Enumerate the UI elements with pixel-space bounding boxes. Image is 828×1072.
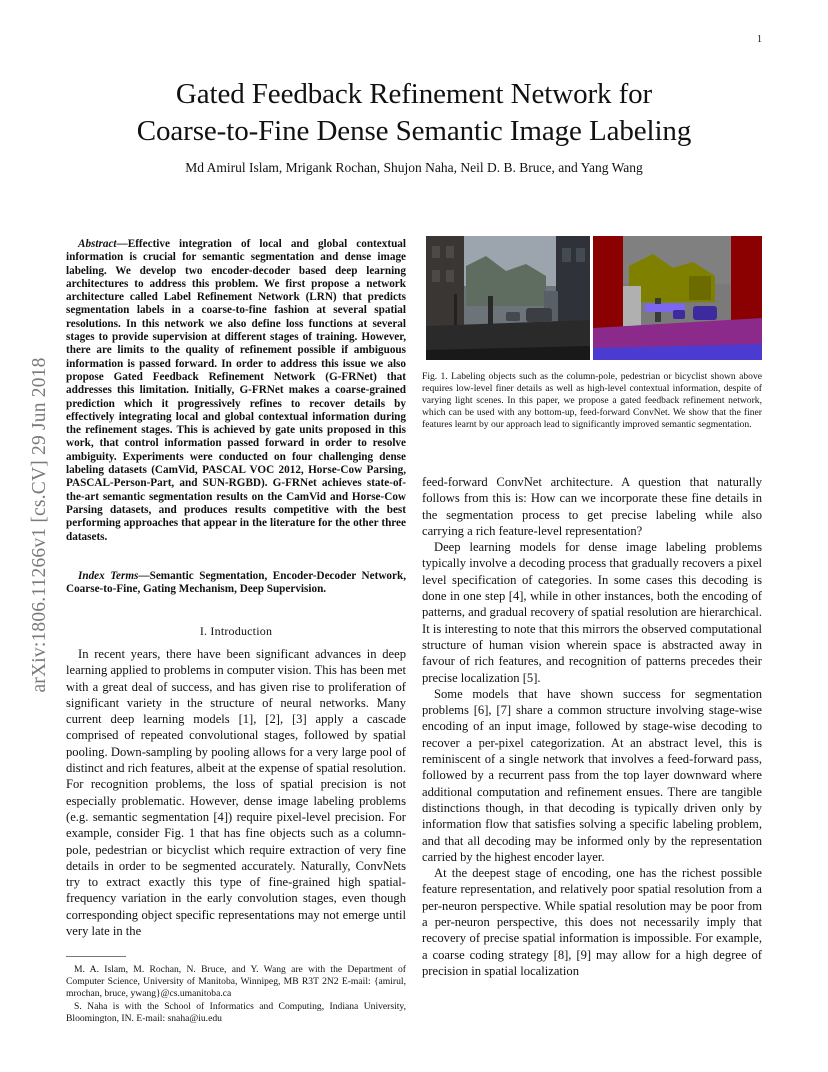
index-terms-label: Index Terms — [78, 570, 139, 582]
abstract-label: Abstract — [78, 238, 117, 250]
figure-1 — [426, 236, 762, 360]
index-terms-text: —Semantic Segmentation, Encoder-Decoder Network, Coarse-to-Fine, Gating Mechanism, Deep Supervision. — [66, 570, 406, 596]
street-scene-photo — [426, 236, 590, 360]
right-paragraph-2: Deep learning models for dense image labeling problems typically involve a decoding process that gradually recovers a pixel level specification of categories. In some cases this decoding is done in one step [4], while in other instances, both the encoding of patterns, and gradual recovery of spatial resolution are hierarchical. It is interesting to note that this mirrors the observed computational structure of human vision wherein space is abstracted away in favour of rich features, and recognition of patterns precedes their precise localization [5]. — [422, 540, 762, 685]
page-number: 1 — [757, 34, 762, 45]
abstract-text: —Effective integration of local and global contextual information is crucial for semantic segmentation and dense image labeling. We develop two encoder-decoder based deep learning architectures to address this problem. We first propose a network architecture called Label Refinement Network (LRN) that predicts segmentation labels in a coarse-to-fine fashion at several spatial resolutions. In this network we also define loss functions at several stages to provide supervision at different stages of training. However, there are limits to the quality of refinement possible if ambiguous information is passed forward. In order to address this issue we also propose Gated Feedback Refinement Network (G-FRNet) that addresses this limitation. Initially, G-FRNet makes a coarse-grained prediction which it progressively refines to recover details by effectively integrating local and global contextual information during the refinement stages. This is achieved by gate units proposed in this work, that control information passed forward in order to resolve ambiguity. Experiments were conducted on four challenging dense labeling datasets (CamVid, PASCAL VOC 2012, Horse-Cow Parsing, PASCAL-Person-Part, and SUN-RGBD). G-FRNet achieves state-of-the-art semantic segmentation results on the CamVid and Horse-Cow Parsing datasets, and produces results competitive with the best performing approaches that appear in the literature for the other three datasets. — [66, 238, 406, 543]
right-paragraph-1: feed-forward ConvNet architecture. A question that naturally follows from this is: How can we incorporate these fine details in the segmentation process to get precise labeling while also carrying a rich feature-level representation? — [422, 475, 762, 538]
segmentation-image — [593, 236, 762, 360]
paper-title — [0, 76, 828, 150]
abstract — [66, 238, 406, 544]
footnote-rule — [66, 956, 126, 957]
street-scene-image — [426, 236, 590, 360]
title-line-2: Coarse-to-Fine Dense Semantic Image Labeling — [136, 115, 692, 147]
figure-caption: Fig. 1. Labeling objects such as the column-pole, pedestrian or bicyclist shown above requires low-level finer details as well as high-level contextual information, despite of varying light scenes. In this paper, we propose a gated feedback refinement network, which can be used with any bottom-up, feed-forward ConvNet. We show that the finer features learnt by our approach lead to significantly improved semantic segmentation. — [422, 371, 762, 430]
right-paragraph-3: Some models that have shown success for segmentation problems [6], [7] share a common structure involving stage-wise encoding of an input image, followed by stage-wise decoding to recover a per-pixel categorization. At an abstract level, this is reminiscent of a single network that involves a feed-forward pass, followed by a recurrent pass from the top layer downward where additional computation and refinement ensues. There are tangible distinctions though, in that decoding is typically driven only by information flow that satisfies solving a specific labeling problem, and that all decoding may be informed only by the representation carried by the highest encoder layer. — [422, 686, 762, 864]
intro-paragraph: In recent years, there have been significant advances in deep learning applied to problems in computer vision. This has been met with a great deal of success, and has given rise to proliferation of significant variety in the structure of neural networks. Many current deep learning models [1], [2], [3] apply a cascade comprised of repeated convolutional stages, followed by spatial pooling. Down-sampling by pooling allows for a very large pool of distinct and rich features, albeit at the expense of spatial resolution. For recognition problems, the loss of spatial precision is not especially problematic. However, dense image labeling problems (e.g. semantic segmentation [4]) require pixel-level precision. For example, consider Fig. 1 that has fine objects such as a column-pole, pedestrian or bicyclist which require extraction of very fine details in order to be segmented accurately. Naturally, ConvNets try to extract exactly this type of fine-grained high spatial-frequency variation in the early convolution stages, even though corresponding object specific representations may not emerge until very late in the — [66, 647, 406, 939]
title-line-1: Gated Feedback Refinement Network for — [175, 78, 653, 110]
segmentation-map — [593, 236, 762, 360]
right-column-body — [422, 474, 762, 979]
author-list: Md Amirul Islam, Mrigank Rochan, Shujon Naha, Neil D. B. Bruce, and Yang Wang — [185, 160, 643, 175]
footnote-2: S. Naha is with the School of Informatics and Computing, Indiana University, Bloomington, IN. E-mail: snaha@iu.edu — [66, 1000, 406, 1024]
right-paragraph-4: At the deepest stage of encoding, one has the richest possible feature representation, and relatively poor spatial resolution from a per-neuron perspective. While spatial resolution may be poor from a per-neuron perspective, this does not necessarily imply that recovery of precise spatial information is impossible. For example, a coarse coding strategy [8], [9] may allow for a high degree of precision in spatial localization — [422, 866, 762, 978]
index-terms — [66, 570, 406, 597]
footnotes — [66, 964, 406, 1025]
footnote-1: M. A. Islam, M. Rochan, N. Bruce, and Y. Wang are with the Department of Computer Science, University of Manitoba, Winnipeg, MB R3T 2N2 E-mail: {amirul, mrochan, bruce, ywang}@cs.umanitoba.ca — [66, 964, 406, 1000]
arxiv-id: arXiv:1806.11266v1 [cs.CV] 29 Jun 2018 — [29, 357, 50, 693]
arxiv-stamp — [20, 290, 60, 760]
intro-body — [66, 646, 406, 939]
section-heading: I. Introduction — [199, 624, 273, 638]
